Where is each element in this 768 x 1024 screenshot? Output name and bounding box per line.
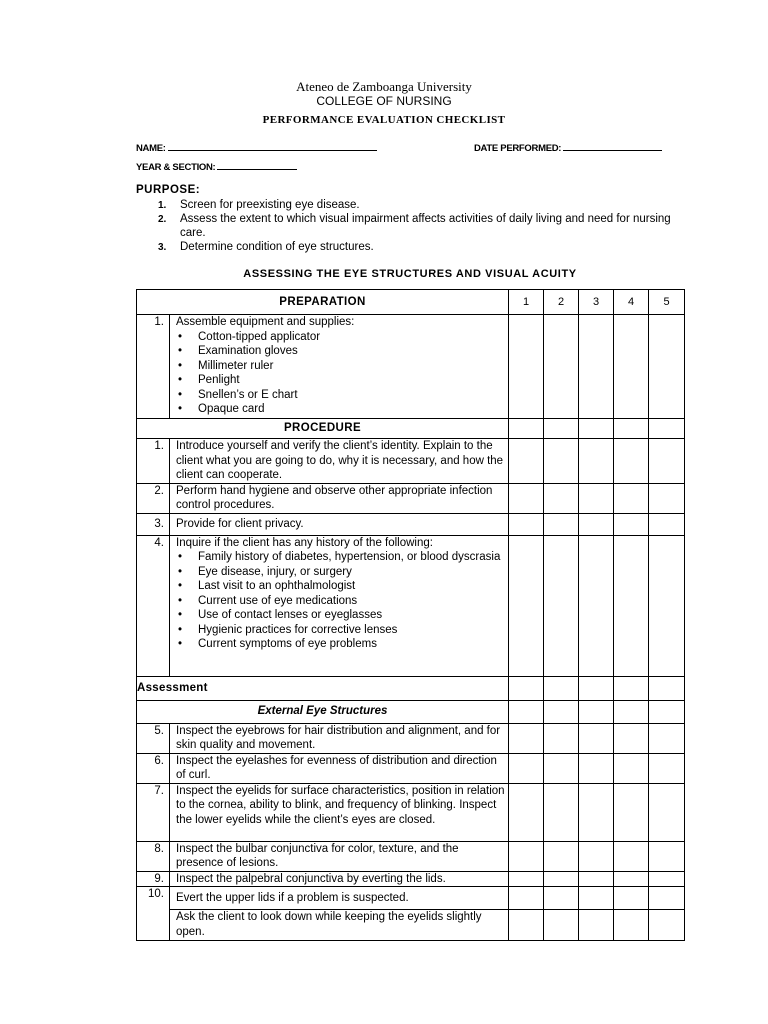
list-item: • Current use of eye medications (176, 594, 508, 609)
score-cell[interactable] (544, 700, 579, 723)
purpose-item (158, 240, 678, 255)
score-cell[interactable] (544, 676, 579, 700)
score-cell[interactable] (579, 676, 614, 700)
assessment-label: Assessment (137, 676, 509, 700)
step-description: Perform hand hygiene and observe other appropriate infection control procedures. (170, 483, 509, 513)
score-cell[interactable] (614, 753, 649, 783)
score-cell[interactable] (614, 723, 649, 753)
list-item: • Opaque card (176, 402, 508, 417)
score-cell[interactable] (649, 723, 685, 753)
purpose-item (158, 212, 678, 239)
step-number: 2. (137, 483, 170, 513)
score-cell[interactable] (509, 676, 544, 700)
score-cell[interactable] (649, 513, 685, 535)
score-cell[interactable] (579, 439, 614, 484)
table-row (137, 439, 685, 484)
step-text: Assemble equipment and supplies: (176, 316, 355, 328)
table-row (137, 483, 685, 513)
score-column-4: 4 (614, 290, 649, 315)
score-cell[interactable] (544, 535, 579, 676)
checklist-table (136, 289, 685, 941)
score-cell[interactable] (579, 700, 614, 723)
supplies-list (176, 330, 508, 417)
table-row (137, 723, 685, 753)
score-cell[interactable] (649, 676, 685, 700)
score-cell[interactable] (509, 871, 544, 887)
score-cell[interactable] (544, 783, 579, 841)
score-cell[interactable] (579, 783, 614, 841)
score-cell[interactable] (544, 871, 579, 887)
score-cell[interactable] (614, 910, 649, 941)
year-section-blank[interactable] (217, 160, 297, 170)
table-row (137, 676, 685, 700)
step-description: Inspect the eyelashes for evenness of distribution and direction of curl. (170, 753, 509, 783)
purpose-item-number: 2. (158, 214, 167, 225)
score-cell[interactable] (509, 723, 544, 753)
score-cell[interactable] (509, 910, 544, 941)
step-description: Inspect the eyelids for surface characteristics, position in relation to the cornea, ability to blink, and frequency of blinking. Inspect the lower eyelids while the client’s eyes are closed. (170, 783, 509, 841)
checklist-title: PERFORMANCE EVALUATION CHECKLIST (262, 114, 506, 126)
step-number: 8. (137, 841, 170, 871)
purpose-item (158, 198, 678, 213)
step-number: 5. (137, 723, 170, 753)
step-text: Inquire if the client has any history of the following: (176, 536, 433, 549)
score-column-5: 5 (649, 290, 685, 315)
list-item: • Use of contact lenses or eyeglasses (176, 608, 508, 623)
year-section-field[interactable] (136, 160, 297, 173)
step-number: 9. (137, 871, 170, 887)
score-cell[interactable] (544, 315, 579, 419)
date-performed-field[interactable] (474, 141, 662, 154)
score-cell[interactable] (544, 753, 579, 783)
score-cell[interactable] (614, 871, 649, 887)
score-cell[interactable] (649, 841, 685, 871)
list-item: • Last visit to an ophthalmologist (176, 579, 508, 594)
score-cell[interactable] (544, 841, 579, 871)
score-cell[interactable] (579, 723, 614, 753)
step-number: 3. (137, 513, 170, 535)
history-list (176, 550, 508, 652)
score-cell[interactable] (649, 910, 685, 941)
score-column-2: 2 (544, 290, 579, 315)
score-cell[interactable] (649, 483, 685, 513)
score-cell[interactable] (509, 753, 544, 783)
table-row (137, 910, 685, 941)
step-number: 6. (137, 753, 170, 783)
score-cell[interactable] (579, 513, 614, 535)
preparation-header: PREPARATION (137, 290, 509, 315)
score-cell[interactable] (579, 535, 614, 676)
name-blank[interactable] (168, 141, 377, 151)
score-cell[interactable] (579, 887, 614, 910)
score-cell[interactable] (614, 419, 649, 439)
step-description: Inspect the eyebrows for hair distribution and alignment, and for skin quality and movement. (170, 723, 509, 753)
step-description: Evert the upper lids if a problem is suspected. (170, 887, 509, 910)
score-cell[interactable] (614, 841, 649, 871)
date-performed-label: DATE PERFORMED: (474, 143, 562, 154)
score-cell[interactable] (649, 783, 685, 841)
list-item: • Millimeter ruler (176, 359, 508, 374)
score-cell[interactable] (649, 419, 685, 439)
score-cell[interactable] (614, 483, 649, 513)
step-number: 4. (137, 535, 170, 676)
score-cell[interactable] (649, 871, 685, 887)
table-row (137, 783, 685, 841)
score-cell[interactable] (614, 439, 649, 484)
purpose-item-number: 1. (158, 200, 167, 211)
table-row (137, 513, 685, 535)
score-cell[interactable] (509, 315, 544, 419)
score-cell[interactable] (579, 483, 614, 513)
score-cell[interactable] (579, 753, 614, 783)
score-cell[interactable] (579, 871, 614, 887)
score-column-1: 1 (509, 290, 544, 315)
score-cell[interactable] (509, 700, 544, 723)
score-cell[interactable] (614, 783, 649, 841)
section-title: ASSESSING THE EYE STRUCTURES AND VISUAL ACUITY (243, 268, 577, 280)
list-item: • Current symptoms of eye problems (176, 637, 508, 652)
step-number: 7. (137, 783, 170, 841)
college-name: COLLEGE OF NURSING (316, 94, 452, 108)
step-description (170, 535, 509, 676)
purpose-item-text: Screen for preexisting eye disease. (180, 199, 360, 211)
step-description: Introduce yourself and verify the client’s identity. Explain to the client what you are going to do, why it is necessary, and how the client can cooperate. (170, 439, 509, 484)
score-cell[interactable] (544, 910, 579, 941)
score-cell[interactable] (579, 315, 614, 419)
list-item: • Hygienic practices for corrective lenses (176, 623, 508, 638)
purpose-item-number: 3. (158, 242, 167, 253)
step-number: 10. (137, 887, 170, 941)
step-description: Ask the client to look down while keeping the eyelids slightly open. (170, 910, 509, 941)
step-description (170, 315, 509, 419)
score-cell[interactable] (509, 841, 544, 871)
name-field[interactable] (136, 141, 377, 154)
purpose-item-text: Assess the extent to which visual impairment affects activities of daily living and need for nursing care. (180, 213, 671, 239)
score-cell[interactable] (649, 315, 685, 419)
date-performed-blank[interactable] (563, 141, 662, 151)
score-cell[interactable] (544, 419, 579, 439)
score-cell[interactable] (509, 783, 544, 841)
table-row (137, 887, 685, 910)
score-cell[interactable] (579, 910, 614, 941)
purpose-item-text: Determine condition of eye structures. (180, 241, 374, 253)
score-cell[interactable] (509, 483, 544, 513)
score-cell[interactable] (649, 887, 685, 910)
year-section-label: YEAR & SECTION: (136, 162, 216, 173)
score-cell[interactable] (544, 513, 579, 535)
score-column-3: 3 (579, 290, 614, 315)
score-cell[interactable] (649, 700, 685, 723)
step-description: Inspect the palpebral conjunctiva by everting the lids. (170, 871, 509, 887)
step-number: 1. (137, 315, 170, 419)
step-number: 1. (137, 439, 170, 484)
list-item: • Examination gloves (176, 344, 508, 359)
score-cell[interactable] (544, 887, 579, 910)
step-description: Inspect the bulbar conjunctiva for color, texture, and the presence of lesions. (170, 841, 509, 871)
university-name: Ateneo de Zamboanga University (296, 79, 472, 94)
list-item: • Family history of diabetes, hypertension, or blood dyscrasia (176, 550, 508, 565)
score-cell[interactable] (509, 513, 544, 535)
table-header-row (137, 290, 685, 315)
score-cell[interactable] (649, 535, 685, 676)
table-row (137, 871, 685, 887)
score-cell[interactable] (509, 887, 544, 910)
table-row (137, 841, 685, 871)
list-item: • Penlight (176, 373, 508, 388)
purpose-label: PURPOSE: (136, 184, 201, 196)
score-cell[interactable] (544, 483, 579, 513)
score-cell[interactable] (509, 419, 544, 439)
name-label: NAME: (136, 143, 166, 154)
list-item: • Cotton-tipped applicator (176, 330, 508, 345)
score-cell[interactable] (509, 535, 544, 676)
table-row (137, 315, 685, 419)
score-cell[interactable] (614, 887, 649, 910)
score-cell[interactable] (544, 439, 579, 484)
score-cell[interactable] (614, 535, 649, 676)
procedure-header: PROCEDURE (137, 419, 509, 439)
score-cell[interactable] (509, 439, 544, 484)
table-row (137, 535, 685, 676)
score-cell[interactable] (649, 439, 685, 484)
step-description: Provide for client privacy. (170, 513, 509, 535)
external-eye-structures-label: External Eye Structures (137, 700, 509, 723)
table-row (137, 700, 685, 723)
score-cell[interactable] (579, 841, 614, 871)
list-item: • Snellen’s or E chart (176, 388, 508, 403)
table-row (137, 419, 685, 439)
score-cell[interactable] (614, 676, 649, 700)
score-cell[interactable] (614, 700, 649, 723)
score-cell[interactable] (649, 753, 685, 783)
score-cell[interactable] (544, 723, 579, 753)
score-cell[interactable] (614, 315, 649, 419)
score-cell[interactable] (614, 513, 649, 535)
score-cell[interactable] (579, 419, 614, 439)
table-row (137, 753, 685, 783)
list-item: • Eye disease, injury, or surgery (176, 565, 508, 580)
